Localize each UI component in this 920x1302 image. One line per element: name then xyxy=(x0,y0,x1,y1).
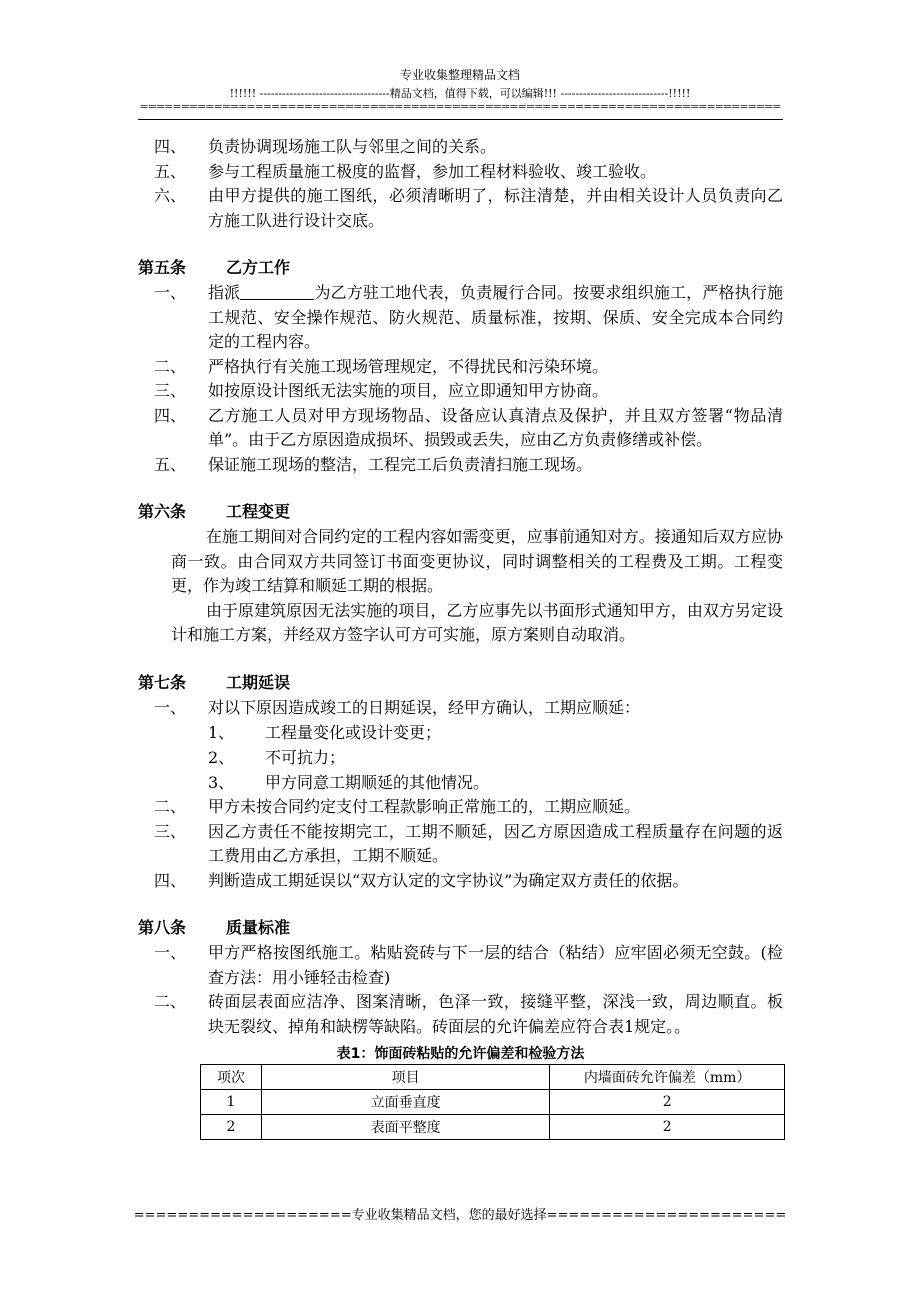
item-text: 负责协调现场施工队与邻里之间的关系。 xyxy=(208,137,497,156)
item-text: 甲方严格按图纸施工。粘贴瓷砖与下一层的结合（粘结）应牢固必须无空鼓。(检查方法：用小锤轻击检查) xyxy=(208,943,783,987)
item-text xyxy=(208,281,783,355)
header-rule xyxy=(138,119,783,120)
table-row xyxy=(201,1115,785,1140)
item-text: 严格执行有关施工现场管理规定，不得扰民和污染环境。 xyxy=(208,356,609,376)
item-number: 五、 xyxy=(154,161,187,181)
item-number: 三、 xyxy=(154,381,187,400)
sub-list-item xyxy=(138,720,783,745)
item-number: 四、 xyxy=(154,137,187,156)
list-item xyxy=(138,379,783,404)
item-text: 甲方未按合同约定支付工程款影响正常施工的，工期应顺延。 xyxy=(208,797,641,816)
subitem-text: 工程量变化或设计变更； xyxy=(265,723,442,742)
list-item xyxy=(138,404,783,453)
article-number: 第七条 xyxy=(138,672,187,692)
list-item xyxy=(138,135,783,160)
list-item xyxy=(138,820,783,869)
subitem-text: 不可抗力； xyxy=(265,748,346,767)
item-text: 参与工程质量施工极度的监督，参加工程材料验收、竣工验收。 xyxy=(208,161,657,181)
list-item xyxy=(138,355,783,380)
item-number: 四、 xyxy=(154,405,187,425)
item-number: 六、 xyxy=(154,186,187,205)
item-text: 由甲方提供的施工图纸，必须清晰明了，标注清楚，并由相关设计人员负责向乙方施工队进行设计交底。 xyxy=(208,186,783,230)
header-banner: !!!!!! -----------------------------------精品文档，值得下载，可以编辑!!! -----------------------------!!!!! xyxy=(229,87,691,100)
footer-banner: ====================专业收集精品文档，您的最好选择====================== xyxy=(133,1208,787,1223)
item-number: 一、 xyxy=(154,697,187,717)
item-text: 判断造成工期延误以“双方认定的文字协议”为确定双方责任的依据。 xyxy=(208,870,689,890)
list-item xyxy=(138,869,783,894)
table-header: 项次 xyxy=(201,1065,262,1090)
item-number: 四、 xyxy=(154,870,187,890)
list-item xyxy=(138,453,783,478)
article-heading xyxy=(138,255,783,281)
item-text-pre: 指派 xyxy=(208,283,241,302)
table-cell: 立面垂直度 xyxy=(261,1090,549,1115)
item-text: 乙方施工人员对甲方现场物品、设备应认真清点及保护，并且双方签署“物品清单”。由于乙方原因造成损坏、损毁或丢失，应由乙方负责修缮或补偿。 xyxy=(208,405,783,449)
item-number: 二、 xyxy=(154,797,187,816)
article-number: 第六条 xyxy=(138,502,187,521)
article-title: 质量标准 xyxy=(226,918,291,937)
header-divider-text: ============================================================================== xyxy=(139,100,781,113)
list-item xyxy=(138,184,783,233)
blank-line xyxy=(240,284,314,300)
table-cell: 2 xyxy=(201,1115,262,1140)
list-item xyxy=(138,281,783,355)
paragraph: 由于原建筑原因无法实施的项目，乙方应事先以书面形式通知甲方，由双方另定设计和施工方案，并经双方签字认可方可实施，原方案则自动取消。 xyxy=(171,600,783,644)
item-number: 五、 xyxy=(154,454,187,474)
table-header: 内墙面砖允许偏差（mm） xyxy=(550,1065,785,1090)
list-item xyxy=(138,795,783,820)
article-heading xyxy=(138,915,783,941)
table-cell: 2 xyxy=(550,1115,785,1140)
list-item xyxy=(138,696,783,721)
subitem-number: 1、 xyxy=(208,723,235,742)
item-number: 二、 xyxy=(154,356,187,376)
subitem-number: 2、 xyxy=(208,748,235,767)
list-item xyxy=(138,941,783,990)
table-cell: 2 xyxy=(550,1090,785,1115)
article-heading xyxy=(138,670,783,696)
article-title: 工期延误 xyxy=(226,672,291,692)
subitem-text: 甲方同意工期顺延的其他情况。 xyxy=(265,773,490,792)
table-header-row xyxy=(201,1065,785,1090)
article-title: 工程变更 xyxy=(226,502,291,521)
subitem-number: 3、 xyxy=(208,773,235,792)
item-text: 对以下原因造成竣工的日期延误，经甲方确认，工期应顺延： xyxy=(208,697,641,717)
document-body xyxy=(138,135,783,1140)
item-number: 三、 xyxy=(154,821,187,841)
table-header: 项目 xyxy=(261,1065,549,1090)
item-text: 砖面层表面应洁净、图案清晰，色泽一致，接缝平整，深浅一致，周边顺直。板块无裂纹、掉角和缺楞等缺陷。砖面层的允许偏差应符合表1规定。。 xyxy=(208,992,783,1036)
sub-list-item xyxy=(138,745,783,770)
item-text-post: 为乙方驻工地代表，负责履行合同。按要求组织施工，严格执行施工规范、安全操作规范、防火规范、质量标准，按期、保质、安全完成本合同约定的工程内容。 xyxy=(208,283,783,351)
table-cell: 1 xyxy=(201,1090,262,1115)
item-number: 一、 xyxy=(154,283,187,302)
table-row xyxy=(201,1090,785,1115)
header-title: 专业收集整理精品文档 xyxy=(399,68,520,82)
paragraph: 在施工期间对合同约定的工程内容如需变更，应事前通知对方。接通知后双方应协商一致。由合同双方共同签订书面变更协议，同时调整相关的工程费及工期。工程变更，作为竣工结算和顺延工期的根据。 xyxy=(171,527,783,595)
article-title: 乙方工作 xyxy=(226,258,291,277)
list-item xyxy=(138,990,783,1039)
sub-list-item xyxy=(138,770,783,795)
tolerance-table xyxy=(200,1064,785,1140)
item-number: 二、 xyxy=(154,992,187,1011)
item-text: 保证施工现场的整洁，工程完工后负责清扫施工现场。 xyxy=(208,454,593,474)
article-number: 第八条 xyxy=(138,918,187,937)
article-number: 第五条 xyxy=(138,258,187,277)
table-cell: 表面平整度 xyxy=(261,1115,549,1140)
article-heading xyxy=(138,499,783,525)
list-item xyxy=(138,160,783,185)
item-text: 如按原设计图纸无法实施的项目，应立即通知甲方协商。 xyxy=(208,381,609,400)
item-text: 因乙方责任不能按期完工，工期不顺延，因乙方原因造成工程质量存在问题的返工费用由乙方承担，工期不顺延。 xyxy=(208,821,783,865)
item-number: 一、 xyxy=(154,943,187,962)
table-caption: 表1：饰面砖粘贴的允许偏差和检验方法 xyxy=(336,1046,585,1062)
